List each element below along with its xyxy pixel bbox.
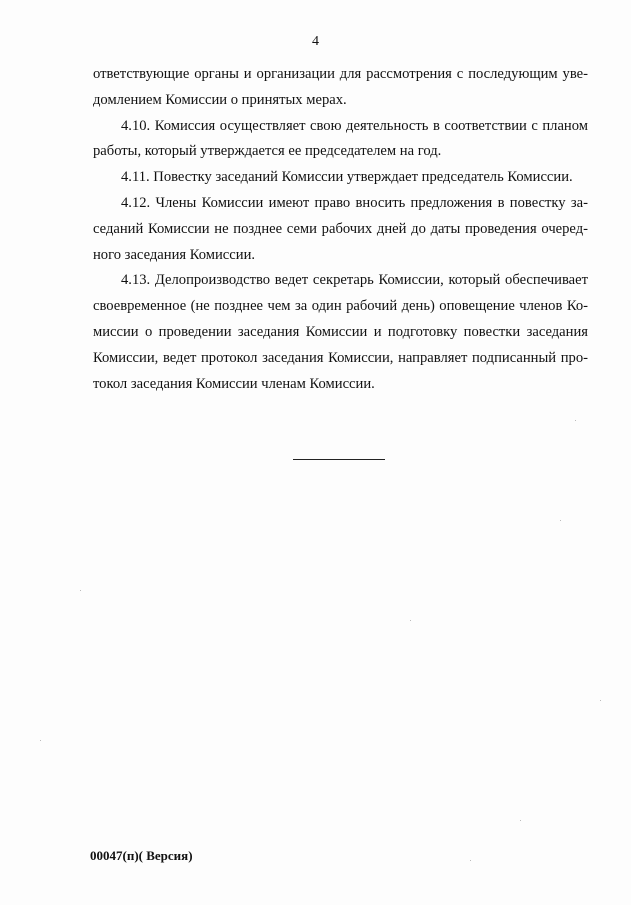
text-line: 4.10. Комиссия осуществляет свою деятельность в соответствии с планом (121, 117, 588, 134)
paragraph-4-10 (93, 114, 588, 166)
scan-speck (80, 590, 81, 591)
text-line: Комиссии, ведет протокол заседания Комиссии, направляет подписанный про- (93, 349, 588, 366)
scan-speck (410, 620, 411, 621)
footer-document-code: 00047(п)( Версия) (90, 848, 193, 863)
scan-speck (600, 700, 601, 701)
text-line: 4.13. Делопроизводство ведет секретарь Комиссии, который обеспечивает (121, 272, 588, 289)
text-line: 4.12. Члены Комиссии имеют право вносить предложения в повестку за- (121, 194, 588, 211)
paragraph-continuation (93, 62, 588, 114)
text-line: 4.11. Повестку заседаний Комиссии утверждает председатель Комиссии. (121, 169, 573, 186)
scan-speck (575, 420, 576, 421)
scan-speck (40, 740, 41, 741)
text-line: миссии о проведении заседания Комиссии и подготовку повестки заседания (93, 323, 588, 340)
page-number: 4 (312, 34, 319, 49)
paragraph-4-12 (93, 191, 588, 268)
text-line: седаний Комиссии не позднее семи рабочих дней до даты проведения очеред- (93, 220, 588, 237)
text-line: ответствующие органы и организации для рассмотрения с последующим уве- (93, 66, 588, 82)
text-line: работы, который утверждается ее председателем на год. (93, 143, 442, 160)
paragraph-4-13 (93, 268, 588, 397)
text-line: домлением Комиссии о принятых мерах. (93, 91, 347, 108)
end-separator-line (293, 459, 385, 460)
document-body (93, 62, 588, 397)
paragraph-4-11 (93, 165, 588, 191)
scan-speck (560, 520, 561, 521)
text-line: токол заседания Комиссии членам Комиссии. (93, 375, 375, 392)
text-line: ного заседания Комиссии. (93, 246, 256, 263)
scan-speck (470, 860, 471, 861)
text-line: своевременное (не позднее чем за один рабочий день) оповещение членов Ко- (93, 298, 588, 315)
scan-speck (520, 820, 521, 821)
